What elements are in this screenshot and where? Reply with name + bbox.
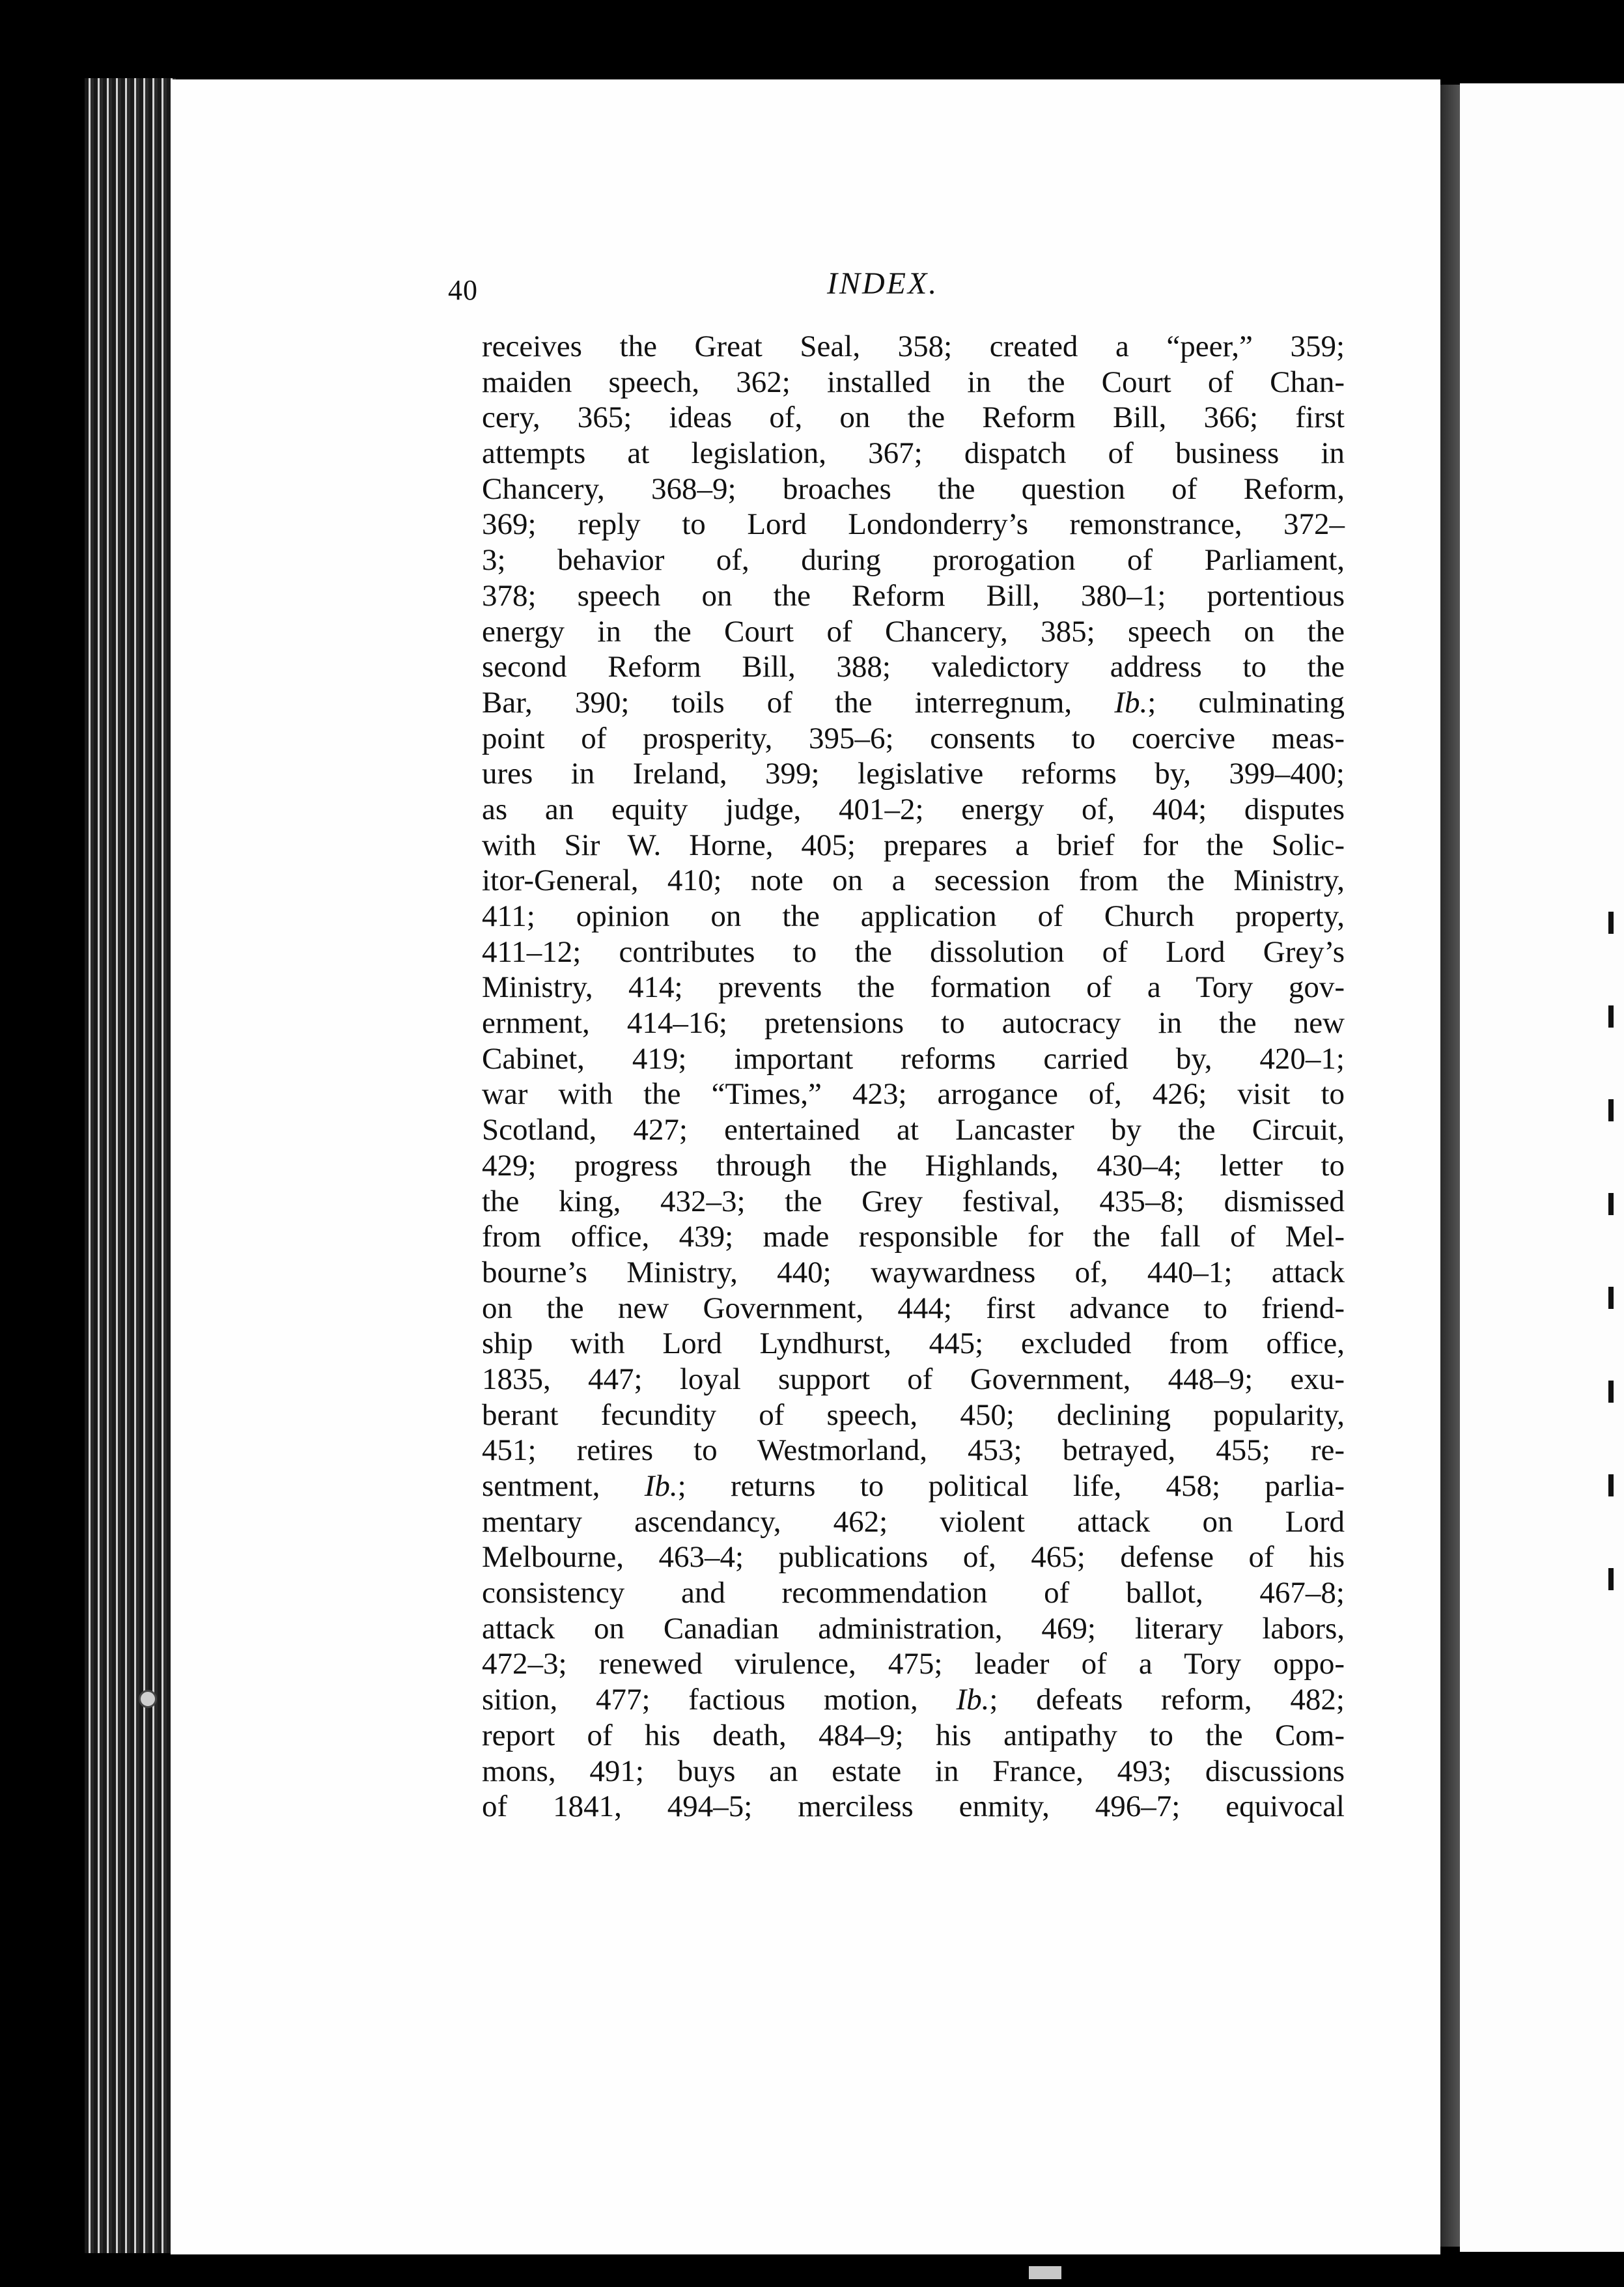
- index-line: bourne’s Ministry, 440; waywardness of, 440–1; attack: [482, 1255, 1345, 1289]
- index-line: point of prosperity, 395–6; consents to coercive meas-: [482, 721, 1345, 755]
- index-line: Chancery, 368–9; broaches the question of Reform,: [482, 471, 1345, 506]
- index-line: 472–3; renewed virulence, 475; leader of a Tory oppo-: [482, 1647, 1345, 1681]
- index-line: the king, 432–3; the Grey festival, 435–8; dismissed: [482, 1184, 1345, 1218]
- index-line: Ministry, 414; prevents the formation of a Tory gov-: [482, 970, 1345, 1005]
- index-line: maiden speech, 362; installed in the Court of Chan-: [482, 365, 1345, 399]
- index-line: attack on Canadian administration, 469; literary labors,: [482, 1611, 1345, 1646]
- index-line: Cabinet, 419; important reforms carried by, 420–1;: [482, 1041, 1345, 1076]
- index-line: Bar, 390; toils of the interregnum, Ib.; culminating: [482, 685, 1345, 720]
- index-line: berant fecundity of speech, 450; declining popularity,: [482, 1397, 1345, 1432]
- page-number: 40: [448, 274, 478, 306]
- binding-hole: [139, 1690, 157, 1708]
- index-line: consistency and recommendation of ballot, 467–8;: [482, 1576, 1345, 1610]
- index-line: 411; opinion on the application of Church property,: [482, 899, 1345, 933]
- index-line: from office, 439; made responsible for the fall of Mel-: [482, 1220, 1345, 1254]
- index-line: ship with Lord Lyndhurst, 445; excluded from office,: [482, 1326, 1345, 1361]
- facing-page: [1460, 83, 1624, 2252]
- index-line: 429; progress through the Highlands, 430–4; letter to: [482, 1148, 1345, 1183]
- index-line: energy in the Court of Chancery, 385; speech on the: [482, 614, 1345, 649]
- index-line: attempts at legislation, 367; dispatch of business in: [482, 436, 1345, 471]
- index-line: of 1841, 494–5; merciless enmity, 496–7; equivocal: [482, 1789, 1345, 1824]
- index-line: second Reform Bill, 388; valedictory address to the: [482, 650, 1345, 684]
- index-line: 369; reply to Lord Londonderry’s remonstrance, 372–: [482, 507, 1345, 542]
- index-line: mons, 491; buys an estate in France, 493; discussions: [482, 1754, 1345, 1788]
- book-page-edges: [85, 78, 176, 2253]
- running-head: INDEX.: [827, 266, 939, 301]
- index-line: 1835, 447; loyal support of Government, 448–9; exu-: [482, 1362, 1345, 1396]
- index-line: report of his death, 484–9; his antipathy to the Com-: [482, 1718, 1345, 1752]
- index-line: mentary ascendancy, 462; violent attack on Lord: [482, 1504, 1345, 1539]
- index-line: on the new Government, 444; first advance to friend-: [482, 1291, 1345, 1325]
- index-line: war with the “Times,” 423; arrogance of, 426; visit to: [482, 1077, 1345, 1112]
- book-gutter: [1440, 85, 1460, 2247]
- index-line: 411–12; contributes to the dissolution of Lord Grey’s: [482, 934, 1345, 969]
- scan-smudge: [1029, 2266, 1061, 2279]
- index-line: 3; behavior of, during prorogation of Parliament,: [482, 543, 1345, 578]
- index-entry-text: [482, 329, 1345, 1825]
- index-line: with Sir W. Horne, 405; prepares a brief for the Solic-: [482, 828, 1345, 862]
- index-line: 451; retires to Westmorland, 453; betrayed, 455; re-: [482, 1433, 1345, 1468]
- index-line: as an equity judge, 401–2; energy of, 404; disputes: [482, 792, 1345, 826]
- index-line: sentment, Ib.; returns to political life, 458; parlia-: [482, 1469, 1345, 1503]
- index-line: receives the Great Seal, 358; created a “peer,” 359;: [482, 330, 1345, 363]
- index-line: ernment, 414–16; pretensions to autocracy in the new: [482, 1006, 1345, 1041]
- index-line: 378; speech on the Reform Bill, 380–1; portentious: [482, 578, 1345, 613]
- index-line: Melbourne, 463–4; publications of, 465; defense of his: [482, 1540, 1345, 1575]
- facing-page-margin-marks: [1608, 912, 1624, 1628]
- index-line: ures in Ireland, 399; legislative reforms by, 399–400;: [482, 757, 1345, 791]
- index-line: Scotland, 427; entertained at Lancaster by the Circuit,: [482, 1113, 1345, 1147]
- index-line: itor-General, 410; note on a secession from the Ministry,: [482, 863, 1345, 898]
- index-line: sition, 477; factious motion, Ib.; defeats reform, 482;: [482, 1683, 1345, 1717]
- index-line: cery, 365; ideas of, on the Reform Bill, 366; first: [482, 400, 1345, 435]
